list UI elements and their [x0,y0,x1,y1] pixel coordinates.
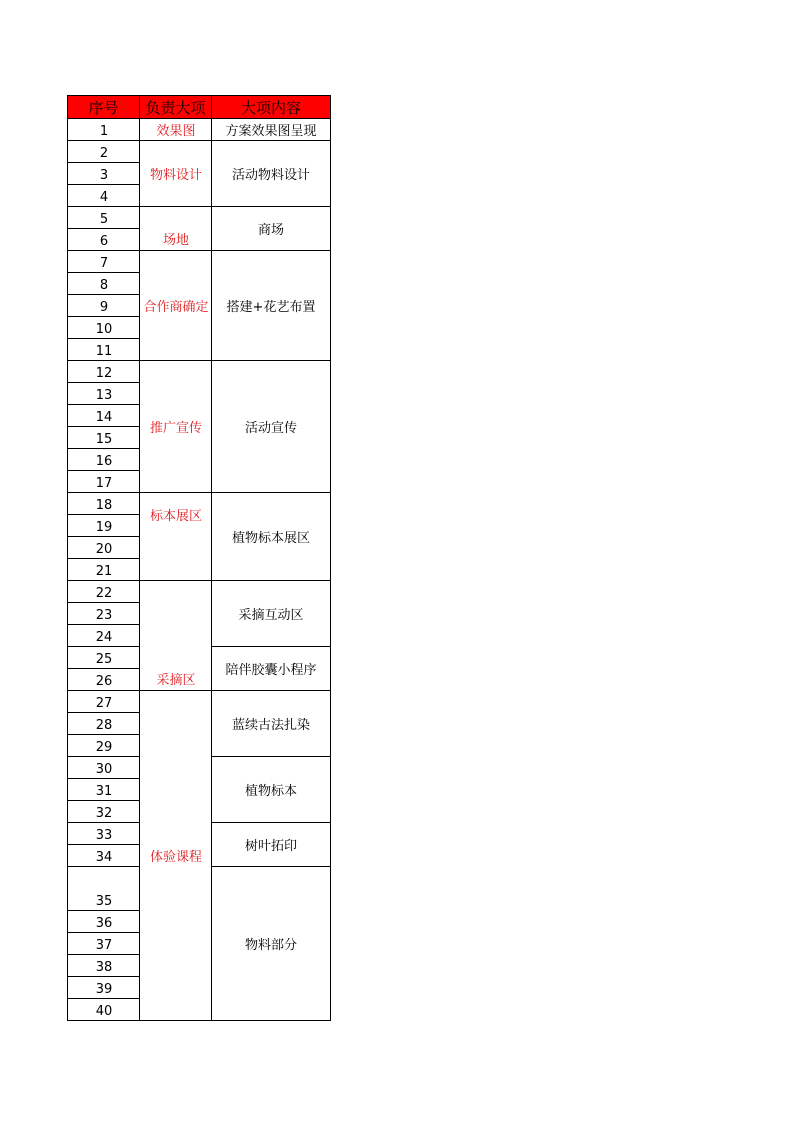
header-serial-number: 序号 [67,95,140,119]
content-cell: 采摘互动区 [211,581,331,647]
row-number-cell: 9 [67,295,140,317]
row-number-cell: 5 [67,207,140,229]
row-number-cell: 26 [67,669,140,691]
header-responsible-item: 负责大项 [139,95,212,119]
category-cell: 场地 [139,207,212,251]
row-number-cell: 28 [67,713,140,735]
content-cell: 植物标本 [211,757,331,823]
category-cell: 合作商确定 [139,251,212,361]
row-number-cell: 37 [67,933,140,955]
content-cell: 搭建+花艺布置 [211,251,331,361]
content-cell: 树叶拓印 [211,823,331,867]
row-number-cell: 30 [67,757,140,779]
row-number-cell: 16 [67,449,140,471]
category-cell: 体验课程 [139,691,212,1021]
row-number-cell: 2 [67,141,140,163]
row-number-cell: 23 [67,603,140,625]
category-cell: 效果图 [139,119,212,141]
row-number-cell: 19 [67,515,140,537]
row-number-cell: 3 [67,163,140,185]
row-number-cell: 4 [67,185,140,207]
row-number-cell: 11 [67,339,140,361]
row-number-cell: 18 [67,493,140,515]
row-number-cell: 21 [67,559,140,581]
row-number-cell: 31 [67,779,140,801]
row-number-cell: 17 [67,471,140,493]
content-cell: 陪伴胶囊小程序 [211,647,331,691]
row-number-cell: 29 [67,735,140,757]
row-number-cell: 15 [67,427,140,449]
header-item-content: 大项内容 [211,95,331,119]
content-cell: 活动宣传 [211,361,331,493]
row-number-cell: 34 [67,845,140,867]
row-number-cell: 35 [67,867,140,911]
row-number-cell: 20 [67,537,140,559]
row-number-cell: 22 [67,581,140,603]
row-number-cell: 10 [67,317,140,339]
content-cell: 植物标本展区 [211,493,331,581]
row-number-cell: 38 [67,955,140,977]
spreadsheet-table [67,95,331,1019]
content-cell: 活动物料设计 [211,141,331,207]
row-number-cell: 14 [67,405,140,427]
content-cell: 方案效果图呈现 [211,119,331,141]
row-number-cell: 13 [67,383,140,405]
row-number-cell: 1 [67,119,140,141]
category-cell: 采摘区 [139,581,212,691]
row-number-cell: 27 [67,691,140,713]
row-number-cell: 7 [67,251,140,273]
category-cell: 推广宣传 [139,361,212,493]
row-number-cell: 6 [67,229,140,251]
content-cell: 蓝续古法扎染 [211,691,331,757]
content-cell: 物料部分 [211,867,331,1021]
row-number-cell: 33 [67,823,140,845]
category-cell: 物料设计 [139,141,212,207]
row-number-cell: 24 [67,625,140,647]
content-cell: 商场 [211,207,331,251]
row-number-cell: 25 [67,647,140,669]
row-number-cell: 32 [67,801,140,823]
category-cell: 标本展区 [139,493,212,581]
row-number-cell: 12 [67,361,140,383]
row-number-cell: 40 [67,999,140,1021]
row-number-cell: 8 [67,273,140,295]
row-number-cell: 36 [67,911,140,933]
row-number-cell: 39 [67,977,140,999]
